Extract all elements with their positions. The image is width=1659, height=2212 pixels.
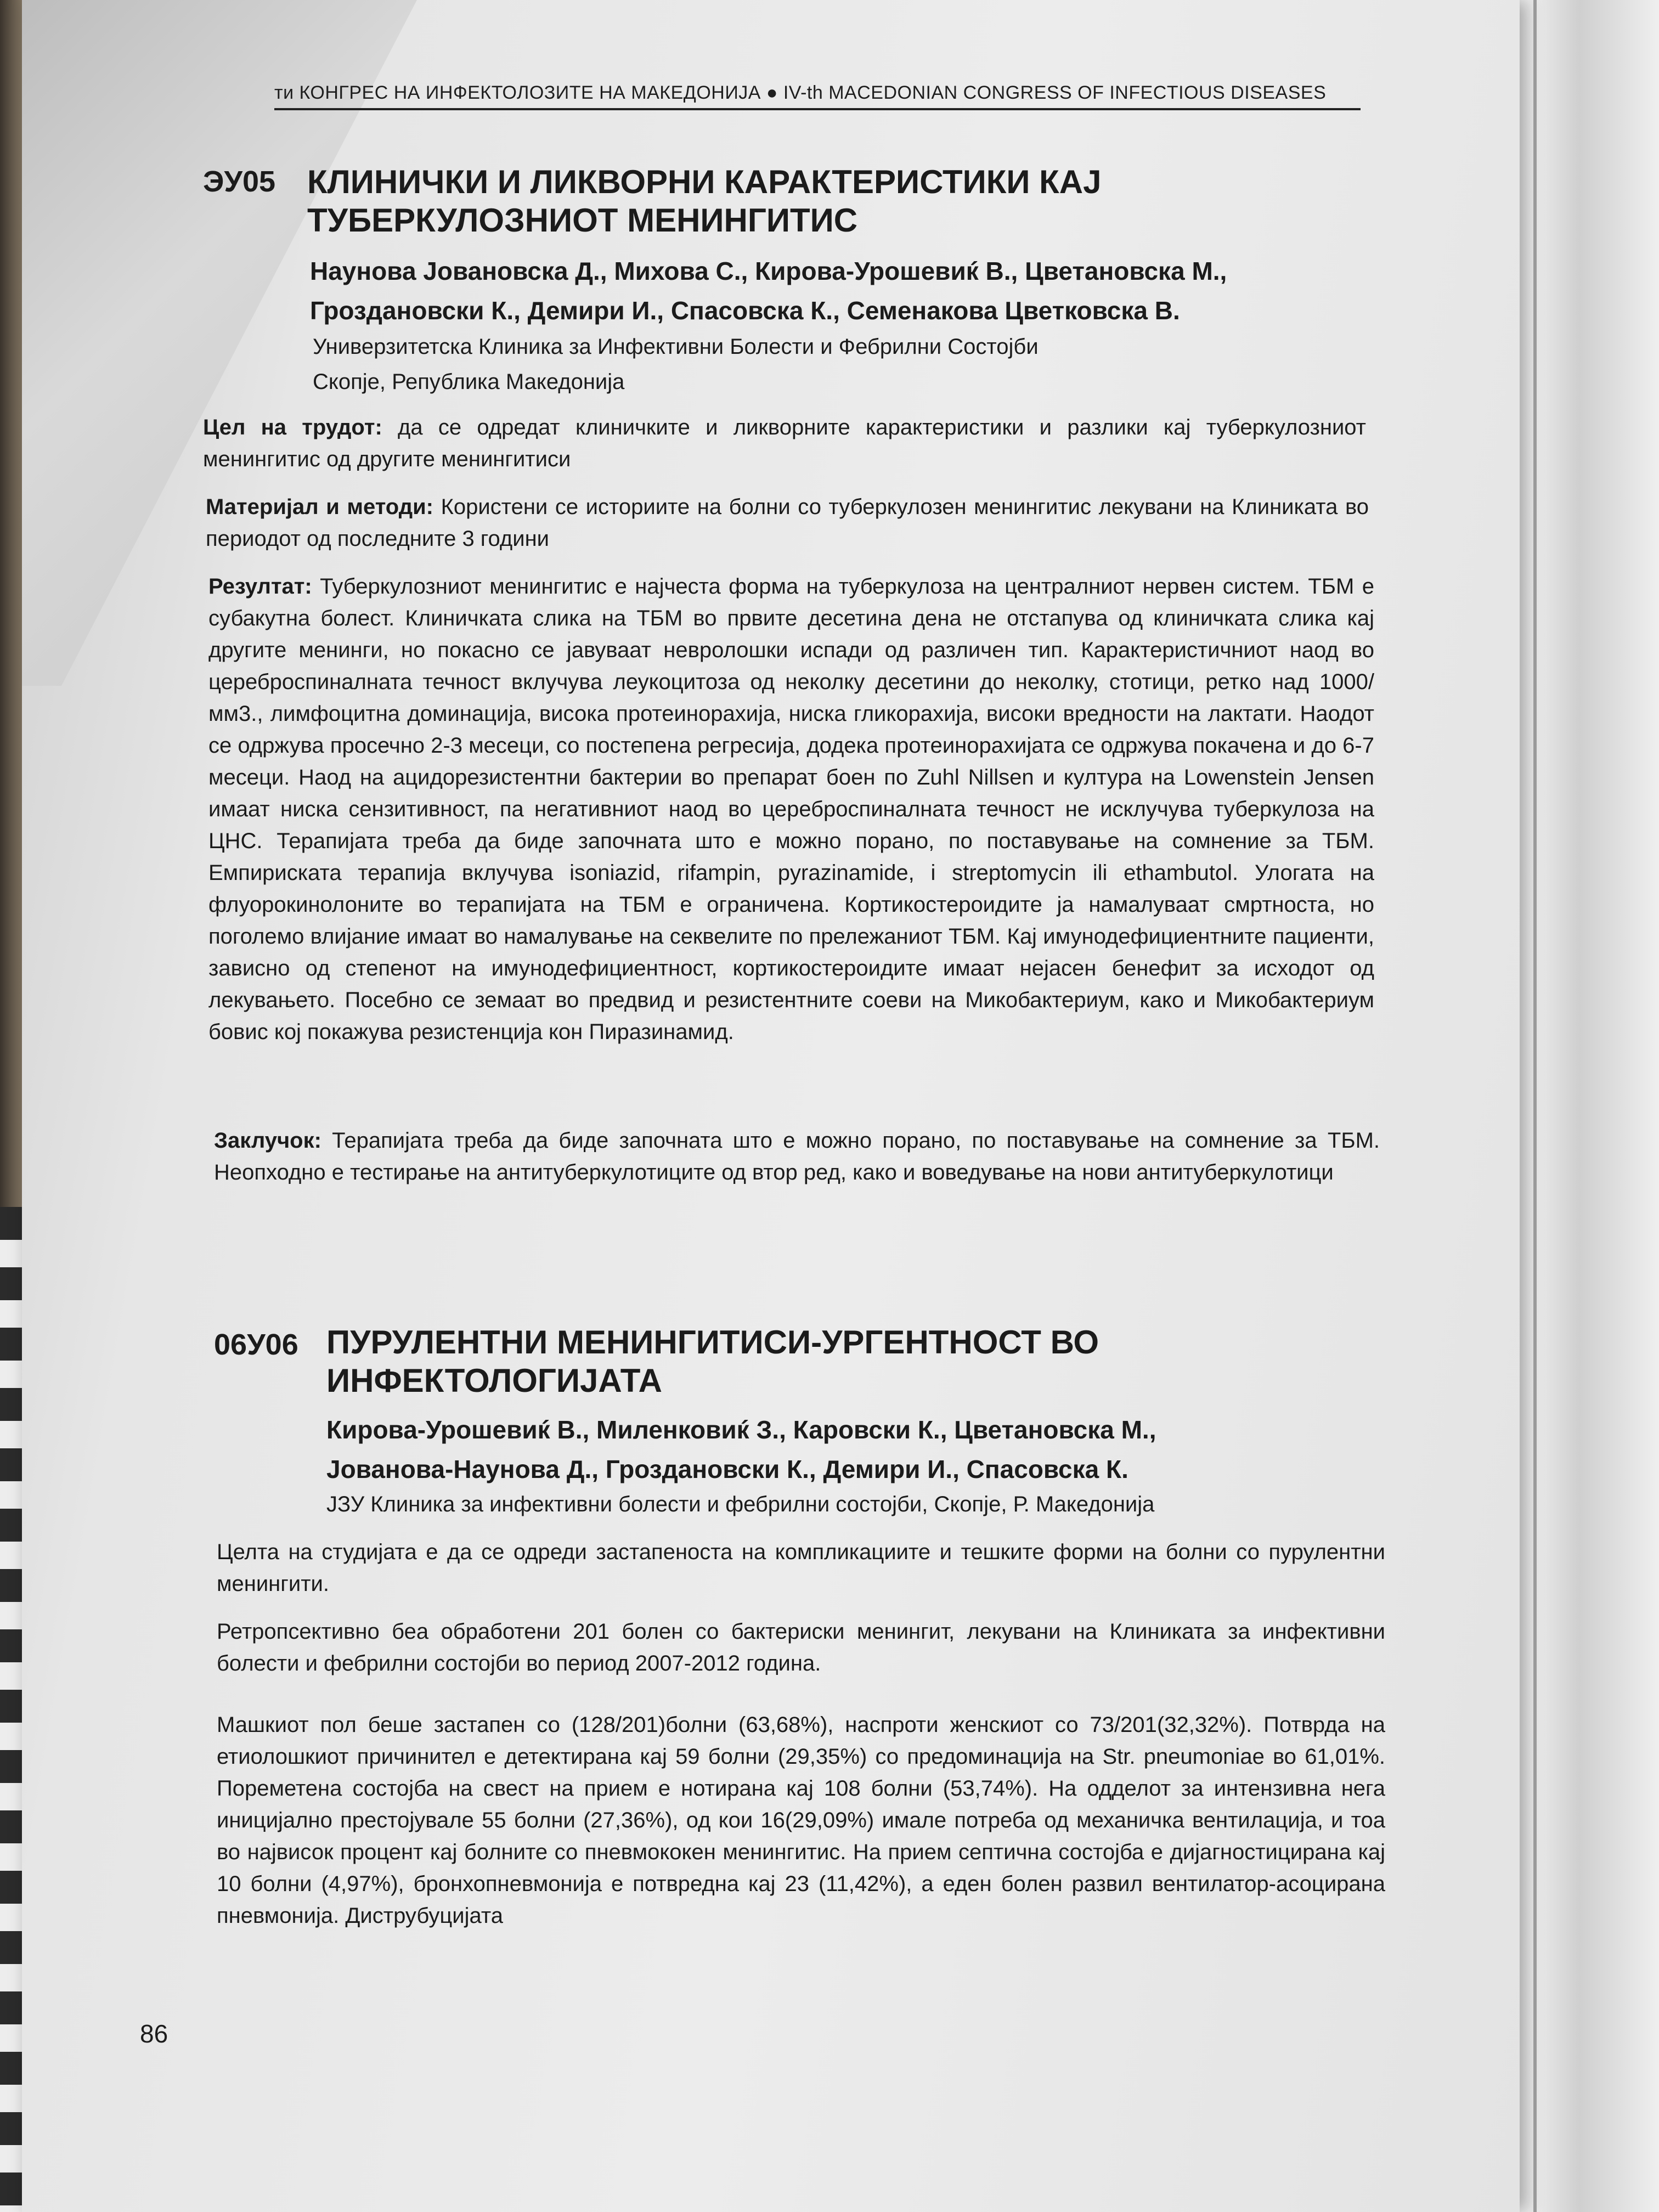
results-label: Резултат:: [208, 574, 312, 599]
page-number: 86: [140, 2019, 168, 2048]
results-text: Туберкулозниот менингитис е најчеста форма на туберкулоза на централниот нервен систем. ТБМ е субакутна болест. Клиничката слика на ТБМ во првите десетина дена не отстапува од клиничката слика кај другите менинги, но покасно се јавуваат невролошки испади од различен тип. Карактеристичниот наод во цереброспиналната течност вклучува леукоцитоза од неколку десетини до неколку, стотици, ретко над 1000/мм3., лимфоцитна доминација, висока протеинорахија, ниска гликорахија, високи вредности на лактати. Наодот се одржува просечно 2-3 месеци, со постепена регресија, додека протеинорахијата се одржува покачена и до 6-7 месеци. Наод на ацидорезистентни бактерии во препарат боен по Zuhl Nillsen и култура на Lowenstein Jensen имаат ниска сензитивност, па негативниот наод во цереброспиналната течност не исклучува туберкулоза на ЦНС. Терапијата треба да биде започната што е можно порано, по поставување на сомнение за ТБМ. Емпириската терапија вклучува isoniazid, rifampin, pyrazinamide, i streptomycin ili ethambutol. Улогата на флуорокинолоните во терапијата на ТБМ е ограничена. Кортикостероидите ја намалуваат смртноста, но поголемо влијание имаат во намалување на секвелите по прележаниот ТБМ. Кај имунодефициентните пациенти, зависно од степенот на имунодефициентност, кортикостероидите имаат нејасен бенефит за исходот од лекувањето. Посебно се земаат во предвид и резистентните соеви на Микобактериум, како и Микобактериум бовис кој покажува резистенција кон Пиразинамид.: [208, 574, 1374, 1044]
article2-para3: Машкиот пол беше застапен со (128/201)болни (63,68%), наспроти женскиот со 73/201(32,32%). Потврда на етиолошкиот причинител е детектирана кај 59 болни (29,35%) со предоминација на Str. pneumoniae во 61,01%. Пореметена состојба на свест на прием е нотирана кај 108 болни (53,74%). На одделот за интензивна нега иницијално престојувале 55 болни (27,36%), од кои 16(29,09%) имале потреба од механичка вентилација, и тоа во највисок процент кај болните со пневмококен менингитис. На прием септична состојба е дијагностицирана кај 10 болни (4,97%), бронхопневмонија е потвредна кај 23 (11,42%), а еден болен развил вентилатор-асоцирана пневмонија. Диструбуцијата: [217, 1713, 1385, 1928]
article2-title-line1: ПУРУЛЕНТНИ МЕНИНГИТИСИ-УРГЕНТНОСТ ВО: [326, 1324, 1099, 1361]
article2-authors-line2: Јованова-Наунова Д., Гроздановски К., Демири И., Спасовска К.: [326, 1455, 1128, 1483]
article1-code: ЭУ05: [203, 165, 276, 198]
methods-text: Користени се историите на болни со туберкулозен менингитис лекувани на Клиниката во периодот од последните 3 години: [206, 495, 1369, 551]
article2-institution: ЈЗУ Клиника за инфективни болести и фебрилни состојби, Скопје, Р. Македонија: [326, 1492, 1155, 1516]
article1-results: [208, 571, 1374, 1048]
book-page: [22, 0, 1520, 2212]
article2-para2: Ретропсективно беа обработени 201 болен со бактериски менингит, лекувани на Клиниката за инфективни болести и фебрилни состојби во период 2007-2012 година.: [217, 1620, 1385, 1675]
article1-institution-line2: Скопје, Република Македонија: [313, 370, 625, 394]
article1-title-line1: КЛИНИЧКИ И ЛИКВОРНИ КАРАКТЕРИСТИКИ КАЈ: [307, 163, 1102, 200]
methods-label: Материјал и методи:: [206, 495, 433, 519]
running-header: ти КОНГРЕС НА ИНФЕКТОЛОЗИТЕ НА МАКЕДОНИЈА ● IV-th MACEDONIAN CONGRESS OF INFECTIOUS DISEASES: [274, 82, 1361, 110]
article1-authors-line1: Наунова Јовановска Д., Михова С., Кирова-Урошевиќ В., Цветановска М.,: [310, 257, 1227, 285]
article1-aim: [203, 411, 1366, 475]
article2-code: 06У06: [214, 1328, 298, 1361]
conclusion-text: Терапијата треба да биде започната што е можно порано, по поставување на сомнение за ТБМ. Неопходно е тестирање на антитуберкулотиците од втор ред, како и воведување на нови антитуберкулотици: [214, 1128, 1380, 1184]
page-edge-line: [1533, 0, 1537, 2212]
article1-title-line2: ТУБЕРКУЛОЗНИОТ МЕНИНГИТИС: [307, 202, 858, 239]
aim-text: да се одредат клиничките и ликворните карактеристики и разлики кај туберкулозниот менингитис од другите менингитиси: [203, 415, 1366, 471]
article2-para1: Целта на студијата е да се одреди застапеноста на компликациите и тешките форми на болни со пурулентни менингити.: [217, 1540, 1385, 1596]
aim-label: Цел на трудот:: [203, 415, 382, 439]
article1-institution-line1: Универзитетска Клиника за Инфективни Болести и Фебрилни Состојби: [313, 335, 1039, 359]
conclusion-label: Заклучок:: [214, 1128, 321, 1153]
article1-conclusion: [214, 1125, 1380, 1188]
article1-authors-line2: Гроздановски К., Демири И., Спасовска К., Семенакова Цветковска В.: [310, 296, 1180, 325]
article2-title-line2: ИНФЕКТОЛОГИЈАТА: [326, 1362, 662, 1399]
article2-authors-line1: Кирова-Урошевиќ В., Миленковиќ З., Каровски К., Цветановска М.,: [326, 1415, 1156, 1444]
article1-methods: [206, 491, 1369, 555]
